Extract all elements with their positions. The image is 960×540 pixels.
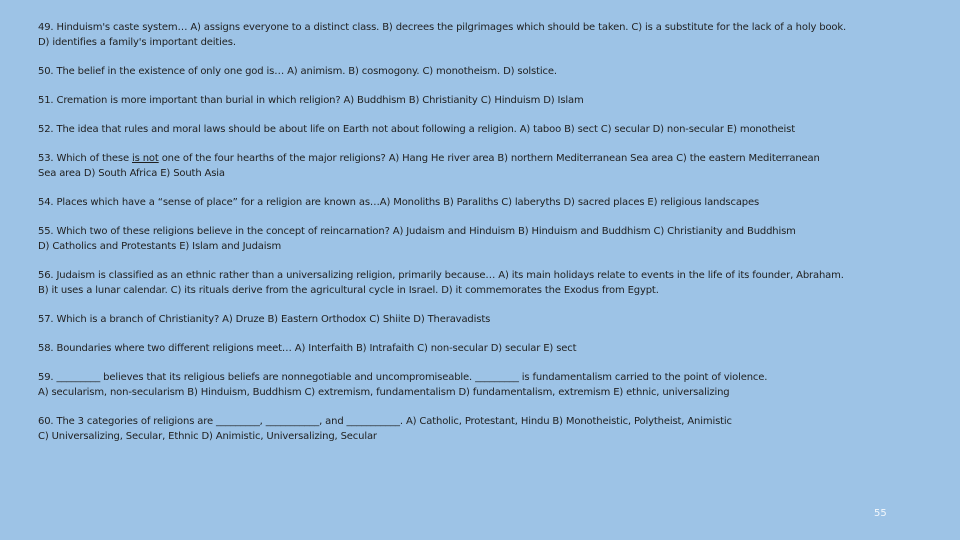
question-58-line-1: 58. Boundaries where two different religions meet… A) Interfaith B) Intrafaith C) non-secular D) secular E) sect [38, 343, 577, 354]
question-59-line-2: A) secularism, non-secularism B) Hinduism, Buddhism C) extremism, fundamentalism D) fundamentalism, extremism E) ethnic, universalizing [38, 387, 730, 398]
question-50 [38, 64, 908, 79]
question-52-line-1: 52. The idea that rules and moral laws should be about life on Earth not about following a religion. A) taboo B) sect C) secular D) non-secular E) monotheist [38, 124, 795, 135]
question-49 [38, 20, 908, 50]
question-56-line-1: 56. Judaism is classified as an ethnic rather than a universalizing religion, primarily because… A) its main holidays relate to events in the life of its founder, Abraham. [38, 270, 844, 281]
question-55 [38, 224, 908, 254]
question-54-line-1: 54. Places which have a “sense of place” for a religion are known as…A) Monoliths B) Paraliths C) laberyths D) sacred places E) religious landscapes [38, 197, 760, 208]
question-53 [38, 151, 908, 181]
question-49-line-1: 49. Hinduism's caste system… A) assigns everyone to a distinct class. B) decrees the pilgrimages which should be taken. C) is a substitute for the lack of a holy book. [38, 22, 847, 33]
question-59 [38, 370, 908, 400]
question-52 [38, 122, 908, 137]
page-number: 55 [874, 508, 887, 519]
question-50-line-1: 50. The belief in the existence of only one god is… A) animism. B) cosmogony. C) monotheism. D) solstice. [38, 66, 557, 77]
question-60-line-2: C) Universalizing, Secular, Ethnic D) Animistic, Universalizing, Secular [38, 431, 377, 442]
question-55-line-2: D) Catholics and Protestants E) Islam and Judaism [38, 241, 282, 252]
question-57 [38, 312, 908, 327]
question-51 [38, 93, 908, 108]
question-49-line-2: D) identifies a family's important deities. [38, 37, 236, 48]
question-list [38, 20, 908, 458]
question-51-line-1: 51. Cremation is more important than burial in which religion? A) Buddhism B) Christianity C) Hinduism D) Islam [38, 95, 584, 106]
question-56 [38, 268, 908, 298]
question-57-line-1: 57. Which is a branch of Christianity? A) Druze B) Eastern Orthodox C) Shiite D) Theravadists [38, 314, 491, 325]
question-53-text-end: one of the four hearths of the major religions? A) Hang He river area B) northern Mediterranean Sea area C) the eastern Mediterranean [158, 153, 820, 164]
question-60-line-1: 60. The 3 categories of religions are _________, ___________, and ___________. A) Catholic, Protestant, Hindu B) Monotheistic, Polytheist, Animistic [38, 416, 732, 427]
question-60 [38, 414, 908, 444]
question-54 [38, 195, 908, 210]
question-53-line-1 [38, 151, 908, 166]
question-53-underlined-text: is not [132, 153, 159, 164]
question-53-line-2: Sea area D) South Africa E) South Asia [38, 168, 225, 179]
question-56-line-2: B) it uses a lunar calendar. C) its rituals derive from the agricultural cycle in Israel. D) it commemorates the Exodus from Egypt. [38, 285, 659, 296]
question-53-text-start: 53. Which of these [38, 153, 133, 164]
question-59-line-1: 59. _________ believes that its religious beliefs are nonnegotiable and uncompromiseable. _________ is fundamentalism carried to the point of violence. [38, 372, 768, 383]
question-58 [38, 341, 908, 356]
question-55-line-1: 55. Which two of these religions believe in the concept of reincarnation? A) Judaism and Hinduism B) Hinduism and Buddhism C) Christianity and Buddhism [38, 226, 796, 237]
